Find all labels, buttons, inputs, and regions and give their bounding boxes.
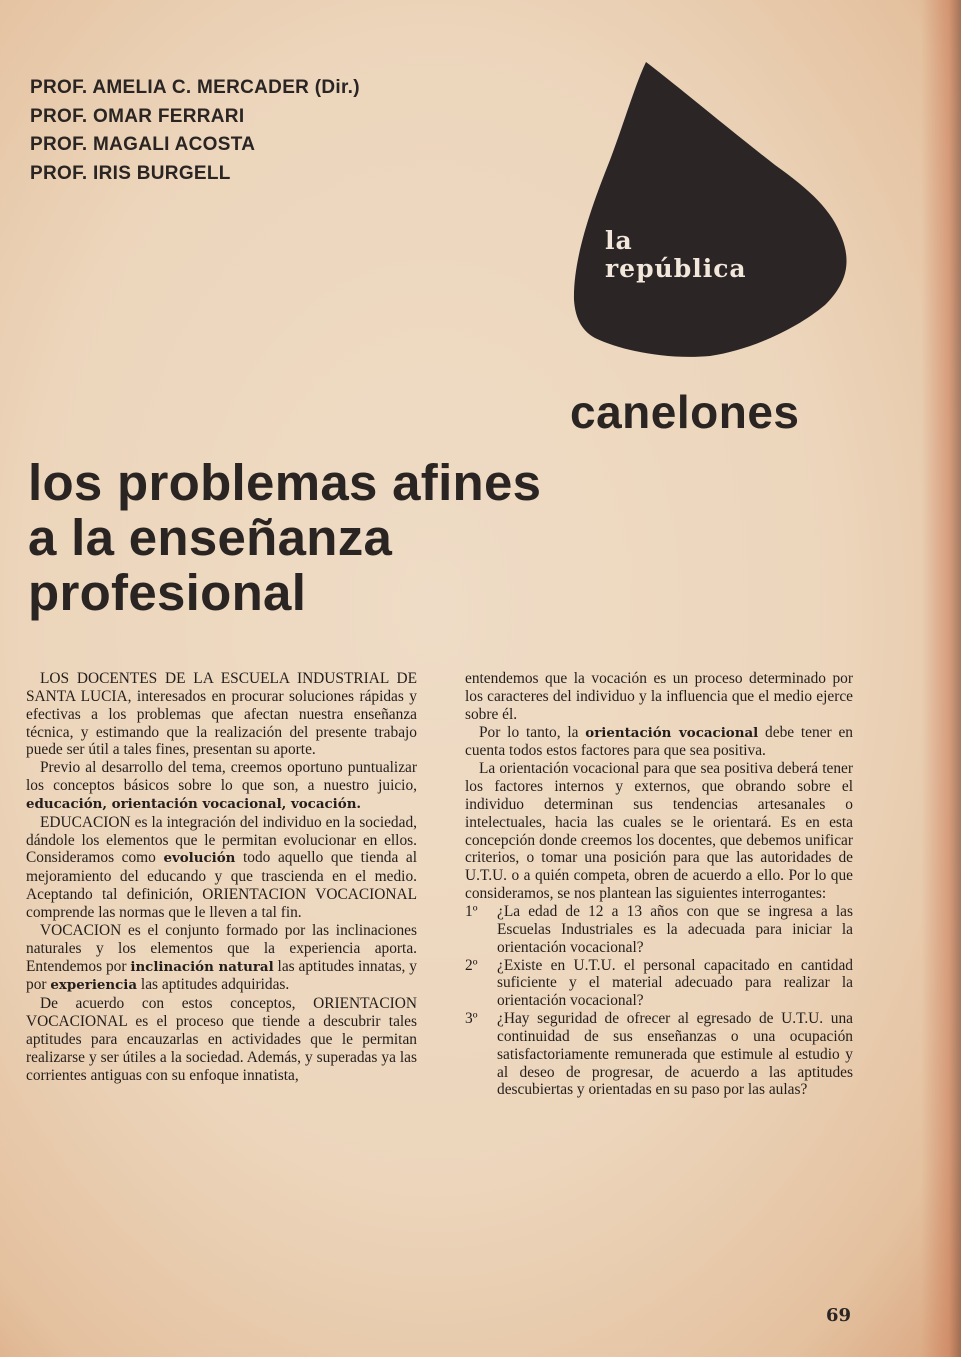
paragraph xyxy=(465,724,853,761)
text-run: todo aquello que tienda al mejoramiento del educando y que trascienda en el medio. Aceptando tal definición, ORIENTACION VOCACIONAL comprende las normas que le lleven a tal fin. xyxy=(26,849,417,921)
bold-term: experiencia xyxy=(50,977,138,994)
question-number: 3º xyxy=(465,1010,478,1028)
paragraph: entendemos que la vocación es un proceso determinado por los caracteres del individuo y la influencia que el medio ejerce sobre él. xyxy=(465,670,853,723)
page-number: 69 xyxy=(826,1305,852,1326)
question-item xyxy=(465,957,853,1011)
question-number: 2º xyxy=(465,956,478,974)
text-run: debe tener en cuenta todos estos factores para que sea positiva. xyxy=(465,723,853,760)
bold-term: evolución xyxy=(163,850,236,867)
text-run: VOCACION es el conjunto formado por las inclinaciones naturales y los elementos que la experiencia aporta. Entendemos por xyxy=(26,921,417,975)
author-3: PROF. MAGALI ACOSTA xyxy=(30,134,256,155)
question-text: ¿Hay seguridad de ofrecer al egresado de U.T.U. una continuidad de sus enseñanzas o una ocupación satisfactoriamente remunerada que estimule al estudio y al deseo de progresar, de acuerdo a las aptitudes descubiertas y orientadas en su paso por las aulas? xyxy=(497,1010,853,1099)
text-run: Previo al desarrollo del tema, creemos oportuno puntualizar los conceptos básicos sobre lo que son, a nuestro juicio, xyxy=(26,759,417,795)
article-column-2 xyxy=(465,670,853,1099)
author-2: PROF. OMAR FERRARI xyxy=(30,105,245,127)
text-run: De acuerdo con estos conceptos, ORIENTACION VOCACIONAL es el proceso que tiende a descubrir tales aptitudes para encauzarlas en actividades que le permitan realizarse y ser útiles a la sociedad. Además, y superadas ya las corrientes antiguas con su enfoque innatista, xyxy=(26,995,417,1084)
question-text: ¿Existe en U.T.U. el personal capacitado en cantidad suficiente y el material adecuado para realizar la orientación vocacional? xyxy=(497,956,853,1010)
text-run: las aptitudes adquiridas. xyxy=(137,976,290,994)
question-item xyxy=(465,903,853,957)
author-1: PROF. AMELIA C. MERCADER (Dir.) xyxy=(30,77,360,98)
paragraph xyxy=(26,922,417,995)
paragraph xyxy=(26,759,417,814)
question-text: ¿La edad de 12 a 13 años con que se ingresa a las Escuelas Industriales es la adecuada para iniciar la orientación vocacional? xyxy=(497,902,853,956)
article-headline xyxy=(28,455,541,620)
question-item xyxy=(465,1010,853,1099)
text-run: LOS DOCENTES DE LA ESCUELA INDUSTRIAL DE SANTA LUCIA, interesados en procurar soluciones rápidas y efectivas a los problemas que afectan nuestra enseñanza técnica, y estimando que la realización del presente trabajo puede ser útil a tales fines, presentan su aporte. xyxy=(26,670,417,759)
logo-text xyxy=(605,227,747,283)
text-run: las aptitudes innatas, y por xyxy=(26,957,417,994)
text-run: EDUCACION es la integración del individuo en la sociedad, dándole los elementos que le permitan evolucionar en ellos. Consideramos como xyxy=(26,813,417,867)
question-number: 1º xyxy=(465,902,478,920)
section-title: canelones xyxy=(570,386,800,438)
paragraph xyxy=(26,670,417,759)
bold-term: educación, orientación vocacional, vocación. xyxy=(26,795,362,812)
logo-line-1: la xyxy=(605,226,633,255)
bold-term: orientación vocacional xyxy=(585,724,759,741)
paragraph xyxy=(26,995,417,1084)
page-edge-shadow xyxy=(921,0,961,1357)
bold-term: inclinación natural xyxy=(130,958,274,975)
author-4: PROF. IRIS BURGELL xyxy=(30,162,231,184)
logo-line-2: república xyxy=(605,254,747,283)
paragraph: La orientación vocacional para que sea positiva deberá tener los factores internos y externos, que obrando sobre el individuo determinan sus tendencias artesanales o intelectuales, hacia las cuales se le orientará. Es en esta concepción donde creemos los docentes, que debemos unificar criterios, o tomar una posición para que las autoridades de U.T.U. o a quién competa, obren de acuerdo a ello. Por lo que consideramos, se nos plantean las siguientes interrogantes: xyxy=(465,760,853,903)
headline-line-2: a la enseñanza xyxy=(28,509,393,566)
paragraph xyxy=(26,814,417,922)
text-run: Por lo tanto, la xyxy=(479,723,586,741)
la-republica-logo-shape xyxy=(570,60,860,360)
headline-line-3: profesional xyxy=(28,564,307,621)
article-column-1 xyxy=(26,670,417,1084)
headline-line-1: los problemas afines xyxy=(28,454,542,511)
author-list xyxy=(30,74,360,188)
